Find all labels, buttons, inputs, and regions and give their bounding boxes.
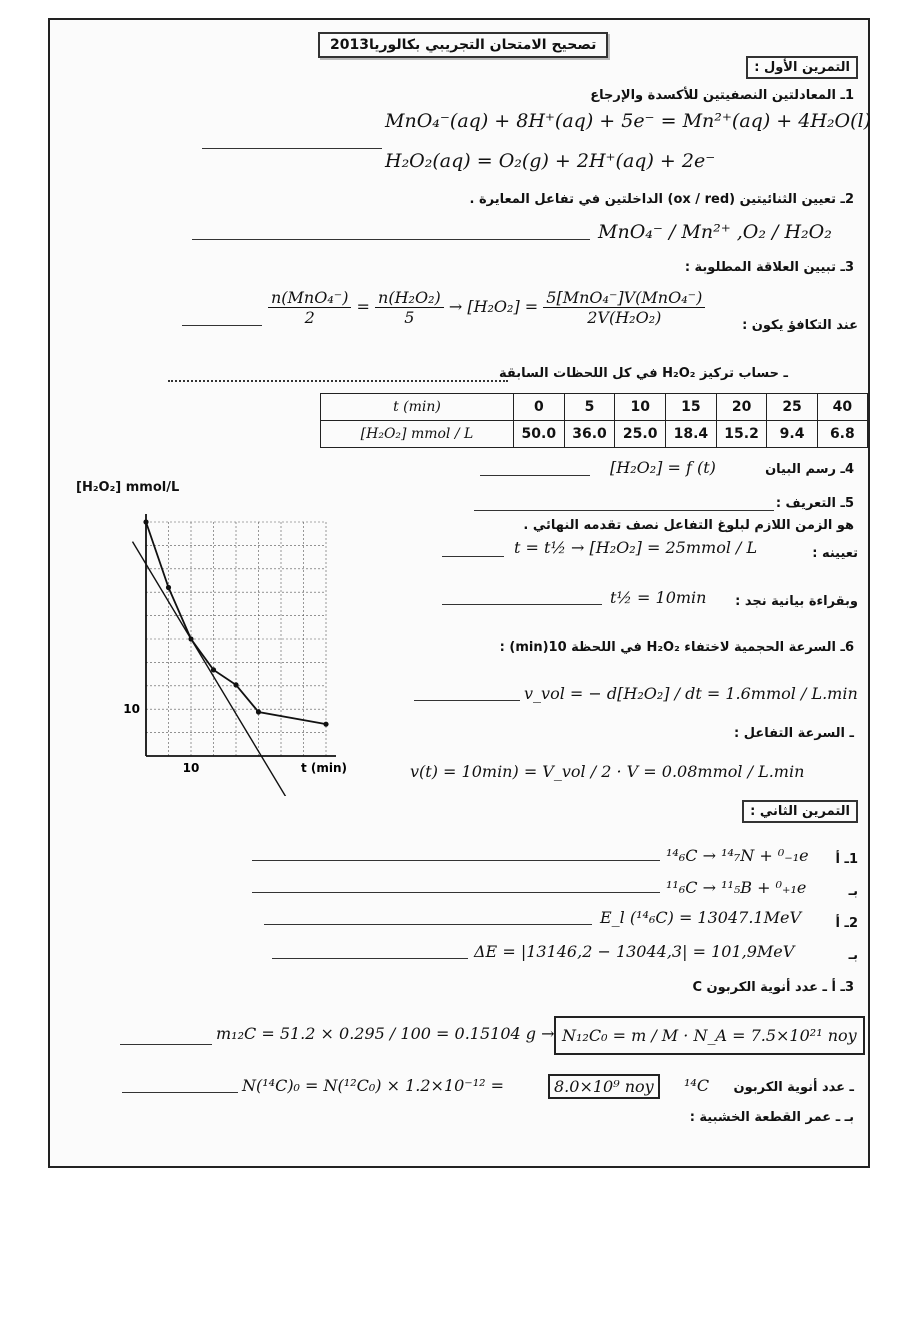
table-cell: 9.4: [767, 421, 817, 448]
table-cell: 15: [666, 394, 717, 421]
exam-page: [48, 18, 870, 1168]
carbon14-symbol: ¹⁴C: [684, 1076, 710, 1095]
half-life-condition: t = t½ → [H₂O₂] = 25mmol / L: [514, 538, 758, 557]
table-cell: 0: [513, 394, 564, 421]
table-cell: 20: [716, 394, 767, 421]
table-cell: 25: [767, 394, 817, 421]
table-cell: 15.2: [716, 421, 767, 448]
table-header-time: t (min): [321, 394, 514, 421]
question-3a-label: 3ـ أ ـ عدد أنوية الكربون C: [692, 980, 854, 995]
answer-line: [442, 604, 602, 605]
beta-plus-decay: ¹¹₆C → ¹¹₅B + ⁰₊₁e: [666, 878, 807, 897]
beta-minus-decay: ¹⁴₆C → ¹⁴₇N + ⁰₋₁e: [666, 846, 809, 865]
calc-label: ـ حساب تركيز H₂O₂ في كل اللحظات السابقة: [499, 366, 788, 381]
equivalence-relation: $\frac{\text{n(MnO₄⁻)}}{2}$ = $\frac{\text{n(H₂O₂)}}{5}$ → [H₂O₂] = $\frac{\text{5[MnO₄⁻]V(MnO₄⁻)}}{\text{2V(H₂O₂)}}$: [268, 288, 705, 327]
page-title: تصحيح الامتحان التجريبي بكالوريا2013: [318, 32, 608, 58]
answer-line: [474, 510, 774, 511]
answer-line: [120, 1044, 212, 1045]
volumetric-rate: v_vol = − d[H₂O₂] / dt = 1.6mmol / L.min: [524, 684, 858, 703]
table-cell: 50.0: [513, 421, 564, 448]
data-point: [211, 667, 216, 672]
y-tick-label: 10: [123, 702, 140, 717]
table-cell: 6.8: [817, 421, 867, 448]
data-point: [166, 585, 171, 590]
redox-couples: MnO₄⁻ / Mn²⁺ ,O₂ / H₂O₂: [598, 221, 832, 243]
answer-line: [202, 148, 382, 149]
question-3-label: 3ـ تبيين العلاقة المطلوبة :: [684, 260, 854, 275]
graphical-reading-label: وبقراءة بيانية نجد :: [735, 594, 858, 609]
table-row: [321, 394, 868, 421]
table-cell: 40: [817, 394, 867, 421]
x-axis-label: t (min): [300, 761, 348, 775]
concentration-graph: [70, 496, 370, 796]
question-1a-label: 1ـ أ: [835, 852, 858, 867]
data-point: [256, 709, 261, 714]
answer-line: [182, 325, 262, 326]
answer-line: [480, 475, 590, 476]
table-cell: 5: [564, 394, 615, 421]
table-cell: 36.0: [564, 421, 615, 448]
answer-line: [272, 958, 468, 959]
answer-line: [122, 1092, 238, 1093]
question-3b-label: بـ ـ عمر القطعة الخشبية :: [689, 1110, 854, 1125]
exercise-2-heading: التمرين الثاني :: [742, 800, 858, 823]
graph-y-label: [H₂O₂] mmol/L: [76, 480, 180, 495]
answer-line: [442, 556, 504, 557]
carbon12-nuclei: N₁₂C₀ = m / M · N_A = 7.5×10²¹ noy: [554, 1016, 865, 1055]
answer-dots: [168, 380, 508, 382]
table-cell: 10: [615, 394, 666, 421]
data-point: [188, 636, 193, 641]
carbon14-nuclei-value: 8.0×10⁹ noy: [548, 1074, 660, 1099]
data-point: [143, 519, 148, 524]
data-point: [323, 722, 328, 727]
half-equation-oxidation: H₂O₂(aq) = O₂(g) + 2H⁺(aq) + 2e⁻: [385, 150, 716, 172]
equivalence-label: عند التكافؤ يكون :: [742, 318, 858, 333]
carbon14-nuclei-eq: N(¹⁴C)₀ = N(¹²C₀) × 1.2×10⁻¹² =: [242, 1076, 505, 1095]
answer-line: [264, 924, 592, 925]
answer-line: [414, 700, 520, 701]
question-1b-label: بـ: [848, 884, 858, 899]
table-cell: 25.0: [615, 421, 666, 448]
carbon12-mass: m₁₂C = 51.2 × 0.295 / 100 = 0.15104 g →: [216, 1024, 555, 1043]
determination-label: تعيينه :: [812, 546, 858, 561]
half-equation-reduction: MnO₄⁻(aq) + 8H⁺(aq) + 5e⁻ = Mn²⁺(aq) + 4H₂O(l): [385, 110, 871, 132]
energy-difference: ΔE = |13146,2 − 13044,3| = 101,9MeV: [474, 942, 795, 961]
question-2a-label: 2ـ أ: [835, 916, 858, 931]
answer-line: [252, 892, 660, 893]
tangent-line: [133, 542, 318, 796]
half-life-value: t½ = 10min: [610, 588, 707, 607]
table-cell: 18.4: [666, 421, 717, 448]
question-5-label: 5ـ التعريف :: [775, 496, 854, 511]
binding-energy: E_l (¹⁴₆C) = 13047.1MeV: [600, 908, 801, 927]
table-header-concentration: [H₂O₂] mmol / L: [321, 421, 514, 448]
graph-function: [H₂O₂] = f (t): [610, 458, 716, 477]
carbon14-label: ـ عدد أنوية الكربون: [733, 1080, 854, 1095]
question-6-label: 6ـ السرعة الحجمية لاختفاء H₂O₂ في اللحظة 10(min) :: [499, 640, 854, 655]
x-tick-label: 10: [182, 761, 200, 775]
answer-line: [252, 860, 660, 861]
reaction-rate: v(t) = 10min) = V_vol / 2 · V = 0.08mmol / L.min: [410, 762, 805, 781]
table-row: [321, 421, 868, 448]
answer-line: [192, 239, 590, 240]
exercise-1-heading: التمرين الأول :: [746, 56, 858, 79]
question-1-label: 1ـ المعادلتين النصفيتين للأكسدة والإرجاع: [590, 88, 854, 103]
question-2b-label: بـ: [848, 948, 858, 963]
question-2-label: 2ـ تعيين الثنائيتين (ox / red) الداخلتين في تفاعل المعايرة .: [469, 192, 854, 207]
data-point: [233, 682, 238, 687]
concentration-table: [320, 393, 868, 448]
question-4-label: 4ـ رسم البيان: [765, 462, 854, 477]
reaction-rate-label: ـ السرعة التفاعل :: [733, 726, 854, 741]
definition-text: هو الزمن اللازم لبلوغ التفاعل نصف تقدمه النهائي .: [523, 518, 854, 533]
